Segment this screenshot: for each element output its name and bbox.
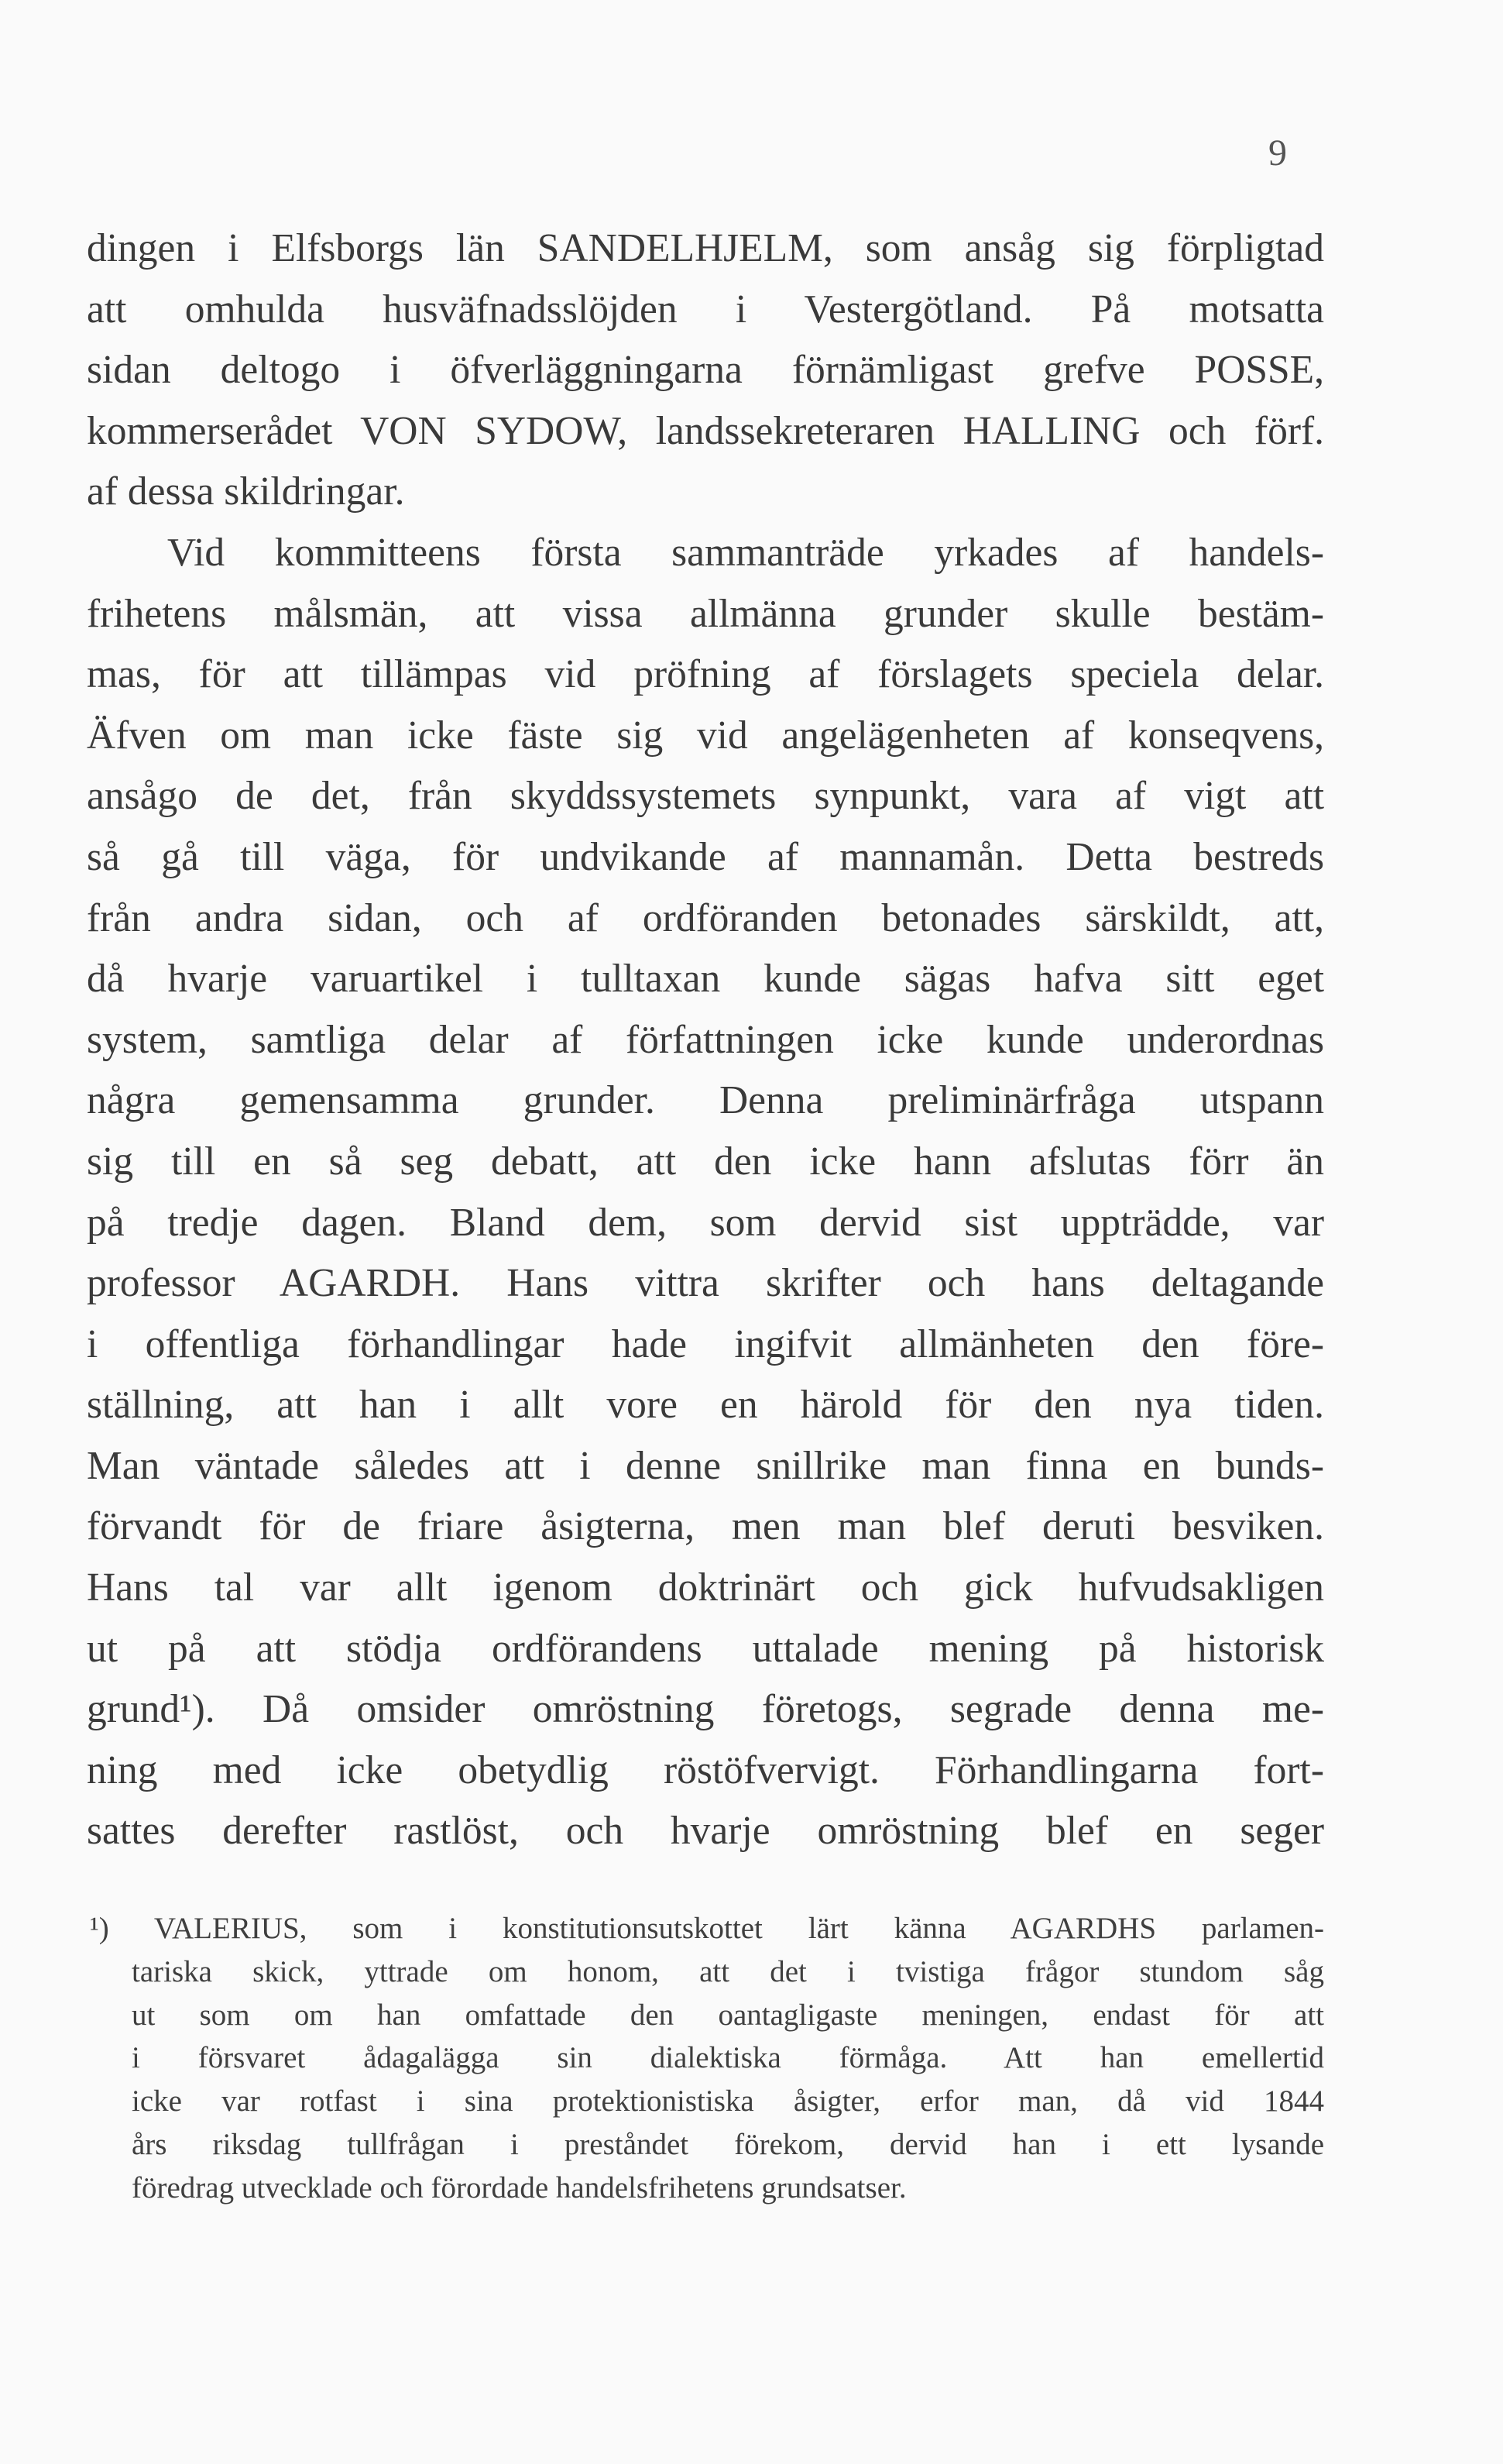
text-line: grund¹). Då omsider omröstning företogs, segrade denna me- [87,1687,1324,1732]
text-line: några gemensamma grunder. Denna preliminärfråga utspann [87,1078,1324,1123]
text-line: system, samtliga delar af författningen icke kunde underordnas [87,1017,1324,1062]
text-line: ansågo de det, från skyddssystemets synpunkt, vara af vigt att [87,774,1324,819]
text-line: af dessa skildringar. [87,469,405,514]
text-line: mas, för att tillämpas vid pröfning af förslagets speciela delar. [87,652,1324,697]
text-line: frihetens målsmän, att vissa allmänna grunder skulle bestäm- [87,591,1324,636]
footnote-line: års riksdag tullfrågan i preståndet förekom, dervid han i ett lysande [132,2127,1324,2161]
footnote-line: i försvaret ådagalägga sin dialektiska förmåga. Att han emellertid [132,2041,1324,2075]
footnote-line: föredrag utvecklade och förordade handelsfrihetens grundsatser. [132,2170,907,2205]
text-line: sidan deltogo i öfverläggningarna förnämligast grefve POSSE, [87,348,1324,393]
text-line: Man väntade således att i denne snillrike man finna en bunds- [87,1443,1324,1488]
text-line: ställning, att han i allt vore en härold för den nya tiden. [87,1383,1324,1428]
text-line: förvandt för de friare åsigterna, men man blef deruti besviken. [87,1504,1324,1549]
text-line: professor AGARDH. Hans vittra skrifter och hans deltagande [87,1261,1324,1306]
text-line: Hans tal var allt igenom doktrinärt och gick hufvudsakligen [87,1565,1324,1610]
footnote-line: icke var rotfast i sina protektionistiska åsigter, erfor man, då vid 1844 [132,2084,1324,2119]
text-line: från andra sidan, och af ordföranden betonades särskildt, att, [87,895,1324,940]
text-line: på tredje dagen. Bland dem, som dervid sist uppträdde, var [87,1200,1324,1245]
text-line: ning med icke obetydlig röstöfvervigt. Förhandlingarna fort- [87,1747,1324,1792]
text-line: i offentliga förhandlingar hade ingifvit allmänheten den före- [87,1321,1324,1366]
text-line: kommerserådet VON SYDOW, landssekreteraren HALLING och förf. [87,408,1324,453]
footnote-line: ¹) VALERIUS, som i konstitutionsutskottet lärt känna AGARDHS parlamen- [90,1912,1324,1945]
text-line: Äfven om man icke fäste sig vid angelägenheten af konseqvens, [87,713,1324,758]
body-text [87,218,1324,1862]
text-line: då hvarje varuartikel i tulltaxan kunde sägas hafva sitt eget [87,957,1324,1002]
text-line: sig till en så seg debatt, att den icke hann afslutas förr än [87,1139,1324,1184]
text-line: så gå till väga, för undvikande af mannamån. Detta bestreds [87,834,1324,879]
page-number: 9 [1268,132,1287,174]
footnote-line: ut som om han omfattade den oantagligaste meningen, endast för att [132,1998,1324,2032]
footnotes [90,1907,1324,2210]
text-line: dingen i Elfsborgs län SANDELHJELM, som ansåg sig förpligtad [87,226,1324,270]
text-line: sattes derefter rastlöst, och hvarje omröstning blef en seger [87,1809,1324,1854]
text-line: Vid kommitteens första sammanträde yrkades af handels- [167,530,1324,575]
footnote-line: tariska skick, yttrade om honom, att det i tvistiga frågor stundom såg [132,1954,1324,1988]
text-line: att omhulda husväfnadsslöjden i Vestergötland. På motsatta [87,287,1324,332]
text-line: ut på att stödja ordförandens uttalade mening på historisk [87,1626,1324,1671]
